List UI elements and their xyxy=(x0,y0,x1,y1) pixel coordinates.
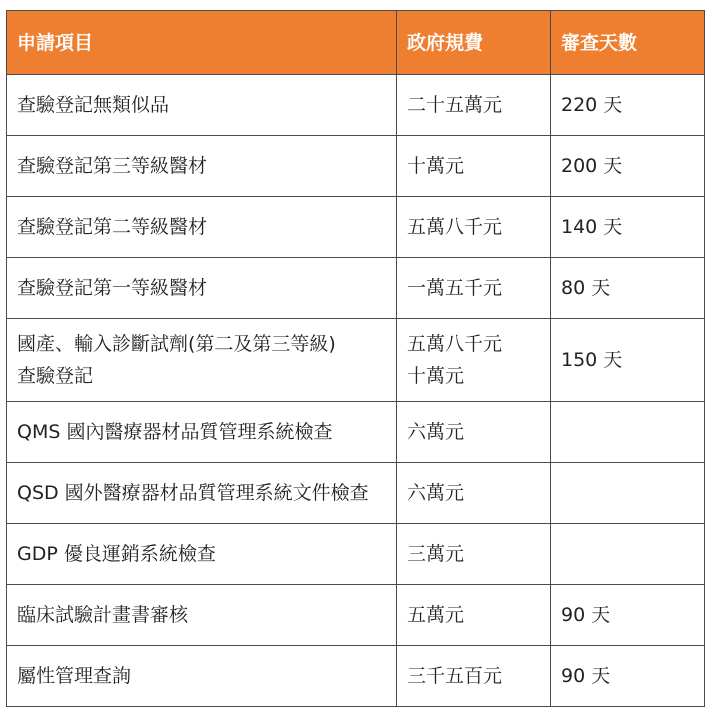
table-row xyxy=(7,75,705,136)
cell-fee: 三萬元 xyxy=(397,524,551,585)
table-body xyxy=(7,75,705,707)
table-header xyxy=(7,11,705,75)
cell-days: 90 天 xyxy=(551,646,705,707)
cell-fee: 六萬元 xyxy=(397,402,551,463)
cell-days: 90 天 xyxy=(551,585,705,646)
table-row xyxy=(7,646,705,707)
cell-fee-line: 十萬元 xyxy=(407,365,465,387)
cell-item-line: 國產、輸入診斷試劑(第二及第三等級) xyxy=(17,333,336,355)
cell-days: 80 天 xyxy=(551,258,705,319)
cell-item: QMS 國內醫療器材品質管理系統檢查 xyxy=(7,402,397,463)
cell-item: 查驗登記無類似品 xyxy=(7,75,397,136)
cell-item: 臨床試驗計畫書審核 xyxy=(7,585,397,646)
cell-days xyxy=(551,524,705,585)
cell-days: 140 天 xyxy=(551,197,705,258)
table-row xyxy=(7,258,705,319)
cell-item xyxy=(7,319,397,402)
cell-fee: 五萬元 xyxy=(397,585,551,646)
cell-item: QSD 國外醫療器材品質管理系統文件檢查 xyxy=(7,463,397,524)
table-row xyxy=(7,463,705,524)
header-application-item: 申請項目 xyxy=(7,11,397,75)
table-row xyxy=(7,524,705,585)
cell-days xyxy=(551,402,705,463)
cell-fee: 二十五萬元 xyxy=(397,75,551,136)
cell-item: GDP 優良運銷系統檢查 xyxy=(7,524,397,585)
cell-item: 查驗登記第一等級醫材 xyxy=(7,258,397,319)
fee-table xyxy=(6,10,705,707)
cell-fee xyxy=(397,319,551,402)
table-row xyxy=(7,585,705,646)
table-row xyxy=(7,136,705,197)
cell-days: 220 天 xyxy=(551,75,705,136)
header-government-fee: 政府規費 xyxy=(397,11,551,75)
table-row xyxy=(7,319,705,402)
table-row xyxy=(7,402,705,463)
cell-item: 查驗登記第二等級醫材 xyxy=(7,197,397,258)
cell-fee: 五萬八千元 xyxy=(397,197,551,258)
cell-item-line: 查驗登記 xyxy=(17,365,94,387)
cell-fee: 六萬元 xyxy=(397,463,551,524)
cell-days xyxy=(551,463,705,524)
cell-fee: 三千五百元 xyxy=(397,646,551,707)
cell-item: 查驗登記第三等級醫材 xyxy=(7,136,397,197)
cell-days: 200 天 xyxy=(551,136,705,197)
cell-fee: 十萬元 xyxy=(397,136,551,197)
table-row xyxy=(7,197,705,258)
cell-fee-line: 五萬八千元 xyxy=(407,333,503,355)
header-row xyxy=(7,11,705,75)
cell-item: 屬性管理查詢 xyxy=(7,646,397,707)
cell-fee: 一萬五千元 xyxy=(397,258,551,319)
header-review-days: 審查天數 xyxy=(551,11,705,75)
cell-days: 150 天 xyxy=(551,319,705,402)
